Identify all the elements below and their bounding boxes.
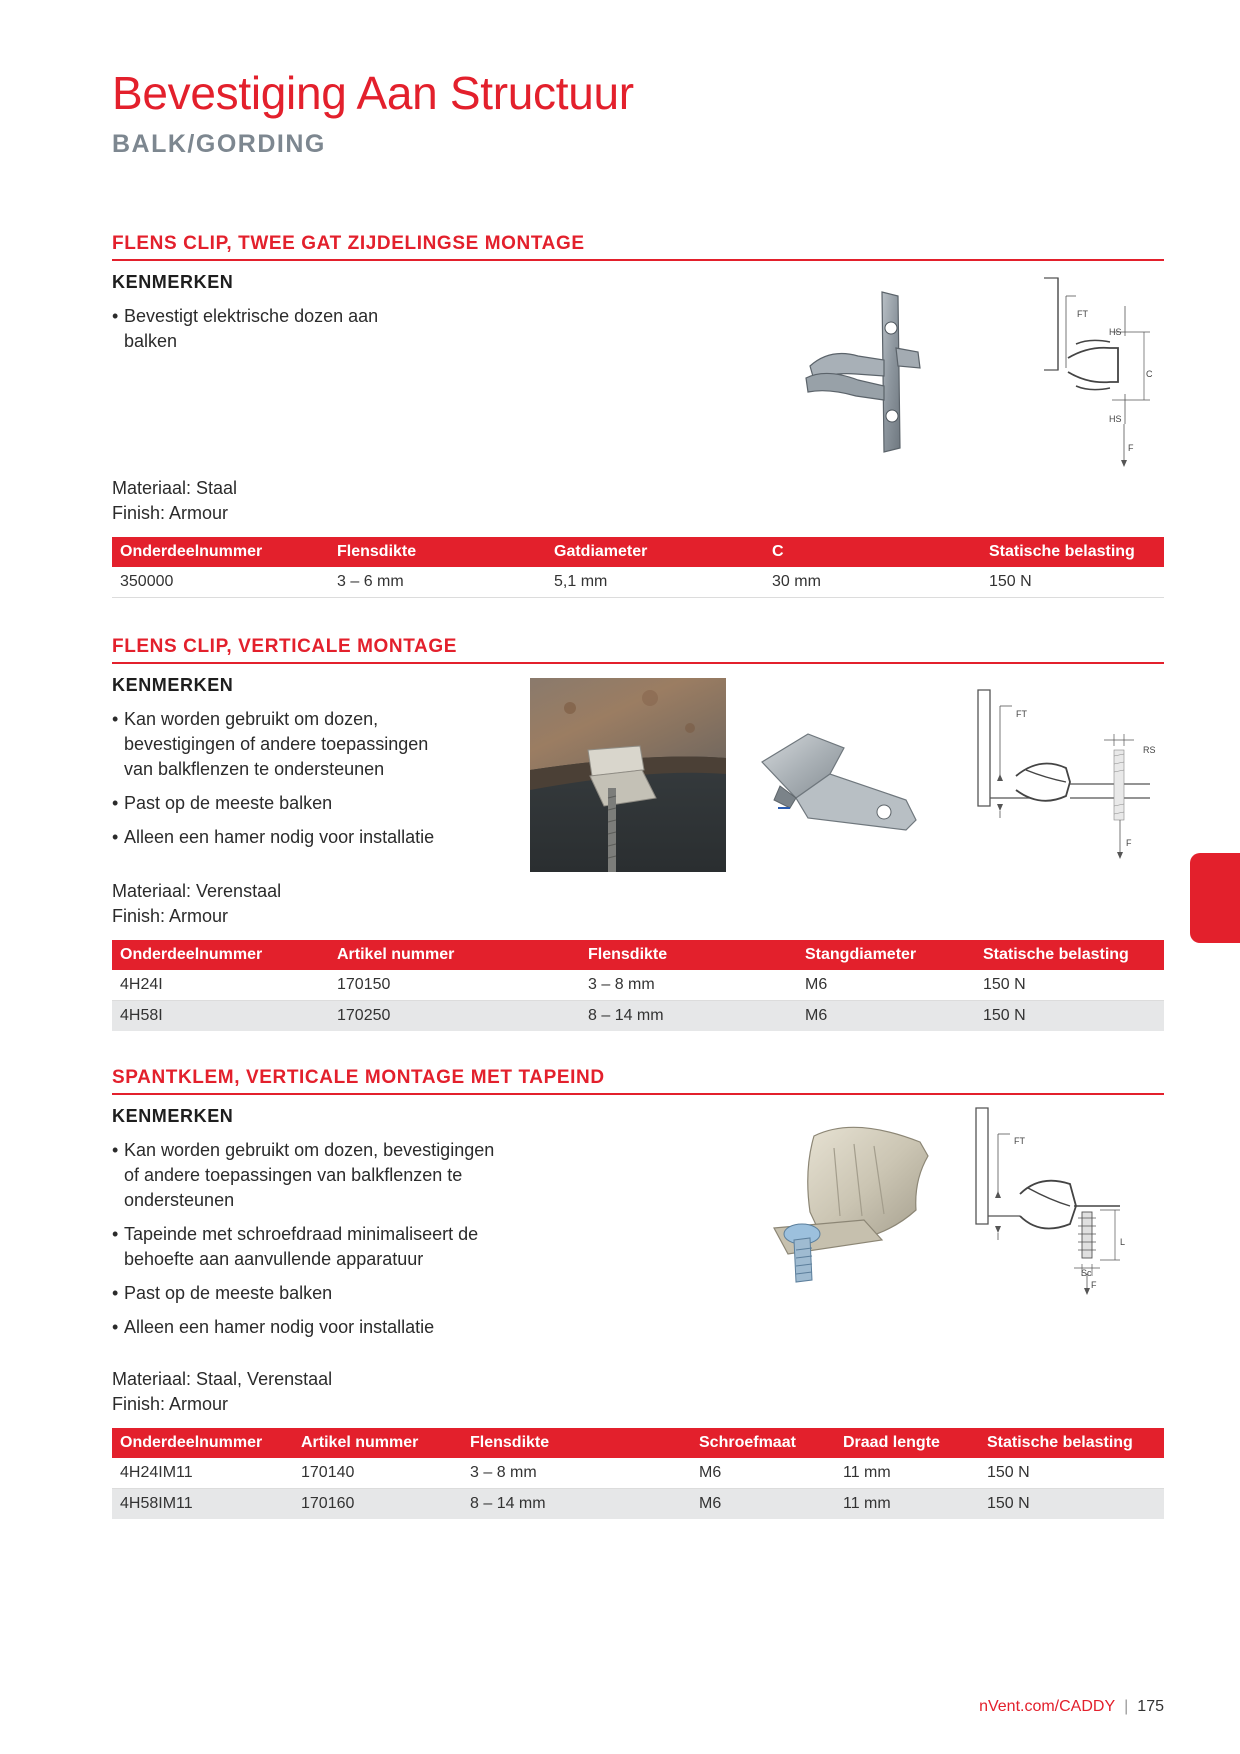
- feature-item: • Tapeinde met schroefdraad minimaliseert de behoefte aan aanvullende apparatuur: [112, 1222, 512, 1272]
- diagram-label-f: F: [1128, 443, 1134, 453]
- column-header: Artikel nummer: [329, 940, 580, 970]
- table-cell: 150 N: [975, 970, 1164, 1001]
- column-header: Draad lengte: [835, 1428, 979, 1458]
- table-cell: 3 – 8 mm: [580, 970, 797, 1001]
- feature-item: • Alleen een hamer nodig voor installatie: [112, 825, 452, 850]
- column-header: Statische belasting: [975, 940, 1164, 970]
- dimension-diagram-2: [970, 686, 1165, 864]
- column-header: Stangdiameter: [797, 940, 975, 970]
- feature-item: • Kan worden gebruikt om dozen, bevestigingen of andere toepassingen van balkflenzen te ondersteunen: [112, 707, 452, 782]
- installation-photo: [530, 678, 726, 872]
- diagram-label-f: F: [1126, 838, 1132, 848]
- page-subtitle: BALK/GORDING: [112, 130, 326, 158]
- table-cell: 5,1 mm: [546, 567, 764, 598]
- table-cell: 4H58IM11: [112, 1489, 293, 1520]
- product-image-flens-clip-verticale: [756, 728, 936, 838]
- diagram-label-hs: HS: [1109, 414, 1122, 424]
- page-footer: [979, 1698, 1164, 1716]
- diagram-label-c: C: [1146, 369, 1153, 379]
- dimension-diagram-1: [1040, 276, 1165, 471]
- table-cell: 150 N: [981, 567, 1164, 598]
- column-header: Statische belasting: [981, 537, 1164, 567]
- column-header: Onderdeelnummer: [112, 940, 329, 970]
- feature-item: • Bevestigt elektrische dozen aan balken: [112, 304, 392, 354]
- column-header: Artikel nummer: [293, 1428, 462, 1458]
- table-cell: M6: [797, 970, 975, 1001]
- column-header: Onderdeelnummer: [112, 1428, 293, 1458]
- table-cell: 4H24I: [112, 970, 329, 1001]
- section-heading-flens-clip-verticale: FLENS CLIP, VERTICALE MONTAGE: [112, 636, 1164, 664]
- diagram-label-ft: FT: [1016, 709, 1027, 719]
- column-header: Schroefmaat: [691, 1428, 835, 1458]
- column-header: Gatdiameter: [546, 537, 764, 567]
- product-image-flens-clip-twee-gat: [800, 288, 950, 458]
- page-title: Bevestiging Aan Structuur: [112, 67, 634, 119]
- table-cell: 11 mm: [835, 1489, 979, 1520]
- feature-item: • Alleen een hamer nodig voor installatie: [112, 1315, 512, 1340]
- table-cell: 170140: [293, 1458, 462, 1489]
- table-cell: 11 mm: [835, 1458, 979, 1489]
- product-image-spantklem: [744, 1120, 938, 1290]
- diagram-label-ft: FT: [1014, 1136, 1025, 1146]
- column-header: Statische belasting: [979, 1428, 1164, 1458]
- table-cell: 4H24IM11: [112, 1458, 293, 1489]
- spec-table-3: [112, 1428, 1164, 1519]
- page-number: 175: [1137, 1698, 1164, 1715]
- table-cell: 150 N: [975, 1001, 1164, 1032]
- table-header-row: [112, 940, 1164, 970]
- table-row: [112, 970, 1164, 1001]
- table-cell: 350000: [112, 567, 329, 598]
- finish-text: Finish: Armour: [112, 503, 229, 523]
- feature-item: • Past op de meeste balken: [112, 1281, 512, 1306]
- table-header-row: [112, 537, 1164, 567]
- table-cell: 3 – 8 mm: [462, 1458, 691, 1489]
- table-cell: 150 N: [979, 1489, 1164, 1520]
- column-header: Flensdikte: [329, 537, 546, 567]
- table-row: [112, 1458, 1164, 1489]
- features-list: [112, 304, 392, 363]
- column-header: Flensdikte: [580, 940, 797, 970]
- footer-link[interactable]: nVent.com/CADDY: [979, 1698, 1116, 1715]
- table-cell: 4H58I: [112, 1001, 329, 1032]
- section-heading-flens-clip-twee-gat: FLENS CLIP, TWEE GAT ZIJDELINGSE MONTAGE: [112, 233, 1164, 261]
- table-cell: 150 N: [979, 1458, 1164, 1489]
- feature-item: • Kan worden gebruikt om dozen, bevestigingen of andere toepassingen van balkflenzen te ondersteunen: [112, 1138, 512, 1213]
- column-header: C: [764, 537, 981, 567]
- finish-text: Finish: Armour: [112, 906, 229, 926]
- side-tab-marker: [1190, 853, 1240, 943]
- table-cell: 3 – 6 mm: [329, 567, 546, 598]
- table-cell: 30 mm: [764, 567, 981, 598]
- dimension-diagram-3: [970, 1106, 1165, 1296]
- features-label: KENMERKEN: [112, 272, 234, 292]
- material-info: [112, 879, 281, 929]
- table-cell: 8 – 14 mm: [462, 1489, 691, 1520]
- features-label: KENMERKEN: [112, 675, 234, 695]
- table-cell: M6: [797, 1001, 975, 1032]
- feature-item: • Past op de meeste balken: [112, 791, 452, 816]
- diagram-label-hs: HS: [1109, 327, 1122, 337]
- features-list: [112, 1138, 512, 1349]
- table-cell: 170150: [329, 970, 580, 1001]
- diagram-label-ft: FT: [1077, 309, 1088, 319]
- table-header-row: [112, 1428, 1164, 1458]
- diagram-label-sc: Sc: [1081, 1268, 1092, 1278]
- diagram-label-rs: RS: [1143, 745, 1156, 755]
- features-list: [112, 707, 452, 859]
- features-label: KENMERKEN: [112, 1106, 234, 1126]
- diagram-label-l: L: [1120, 1237, 1126, 1247]
- table-cell: 170250: [329, 1001, 580, 1032]
- table-row: [112, 1489, 1164, 1520]
- table-row: [112, 1001, 1164, 1032]
- table-cell: 8 – 14 mm: [580, 1001, 797, 1032]
- table-cell: M6: [691, 1489, 835, 1520]
- section-heading-spantklem: SPANTKLEM, VERTICALE MONTAGE MET TAPEIND: [112, 1067, 1164, 1095]
- material-text: Materiaal: Staal: [112, 478, 238, 498]
- material-text: Materiaal: Verenstaal: [112, 881, 282, 901]
- footer-separator: |: [1124, 1698, 1129, 1715]
- table-cell: 170160: [293, 1489, 462, 1520]
- material-text: Materiaal: Staal, Verenstaal: [112, 1369, 333, 1389]
- material-info: [112, 476, 237, 526]
- spec-table-1: [112, 537, 1164, 598]
- material-info: [112, 1367, 332, 1417]
- finish-text: Finish: Armour: [112, 1394, 229, 1414]
- table-row: [112, 567, 1164, 598]
- column-header: Onderdeelnummer: [112, 537, 329, 567]
- column-header: Flensdikte: [462, 1428, 691, 1458]
- spec-table-2: [112, 940, 1164, 1031]
- table-cell: M6: [691, 1458, 835, 1489]
- diagram-label-f: F: [1091, 1280, 1097, 1290]
